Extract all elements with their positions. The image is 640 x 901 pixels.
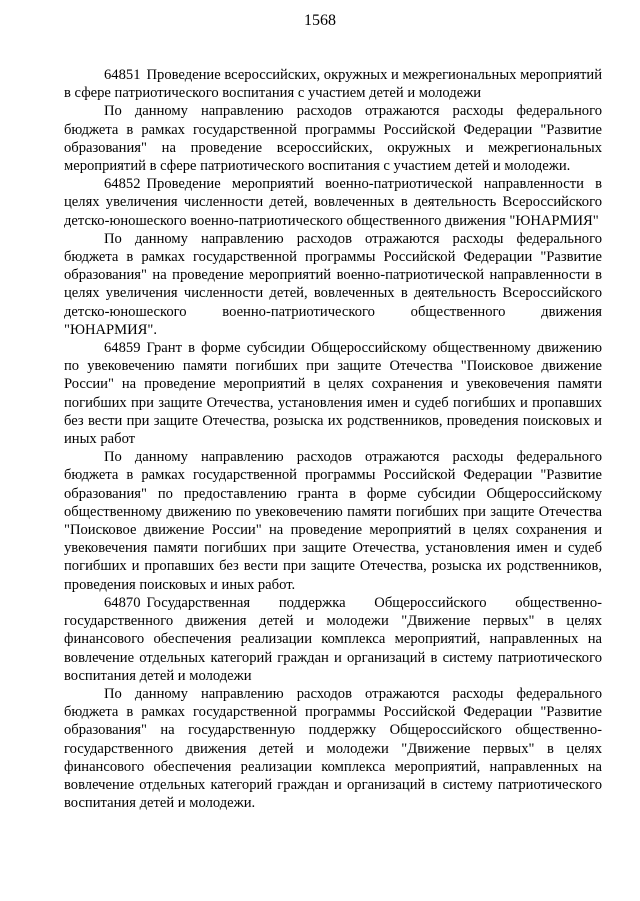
section-description: По данному направлению расходов отражаются расходы федерального бюджета в рамках государственной программы Российской Федерации "Развитие образования" на проведение всероссийских, окружных и межрегиональных мероприятий в сфере патриотического воспитания с участием детей и молодежи. — [64, 103, 602, 175]
section-heading — [64, 175, 602, 230]
section-title: Проведение всероссийских, окружных и межрегиональных мероприятий в сфере патриотического воспитания с участием детей и молодежи — [64, 67, 603, 102]
section-heading — [64, 594, 602, 685]
section-code: 64851 — [104, 67, 141, 83]
section-code: 64870 — [104, 594, 141, 611]
page-number: 1568 — [304, 12, 336, 29]
section-description: По данному направлению расходов отражаются расходы федерального бюджета в рамках государственной программы Российской Федерации "Развитие образования" на государственную поддержку Общероссийского общественно-государственного движения детей и молодежи "Движение первых" в целях финансового обеспечения реализации комплекса мероприятий, направленных на вовлечение отдельных категорий граждан и организаций в систему патриотического воспитания детей и молодежи. — [64, 685, 602, 812]
section-title: Грант в форме субсидии Общероссийскому общественному движению по увековечению памяти погибших при защите Отечества "Поисковое движение России" на проведение мероприятий в целях сохранения и увековечения памяти погибших при защите Отечества, установления имен и судеб погибших и пропавших без вести при защите Отечества, розыска их родственников, проведения поисковых и иных работ — [64, 340, 602, 448]
section-description: По данному направлению расходов отражаются расходы федерального бюджета в рамках государственной программы Российской Федерации "Развитие образования" по предоставлению гранта в форме субсидии Общероссийскому общественному движению по увековечению памяти погибших при защите Отечества "Поисковое движение России" на проведение мероприятий в целях сохранения и увековечения памяти погибших при защите Отечества, установления имен и судеб погибших и пропавших без вести при защите Отечества, розыска их родственников, проведения поисковых и иных работ. — [64, 449, 602, 593]
section-heading — [64, 339, 602, 448]
section-heading — [64, 66, 602, 102]
section-description: По данному направлению расходов отражаются расходы федерального бюджета в рамках государственной программы Российской Федерации "Развитие образования" на проведение мероприятий военно-патриотической направленности в целях увеличения численности детей, вовлеченных в деятельность Всероссийского детско-юношеского военно-патриотического общественного движения "ЮНАРМИЯ". — [64, 230, 602, 338]
section-title: Государственная поддержка Общероссийского общественно-государственного движения детей и молодежи "Движение первых" в целях финансового обеспечения реализации комплекса мероприятий, направленных на вовлечение отдельных категорий граждан и организаций в систему патриотического воспитания детей и молодежи — [64, 594, 602, 684]
section-code: 64852 — [104, 176, 141, 193]
section-title: Проведение мероприятий военно-патриотической направленности в целях увеличения численности детей, вовлеченных в деятельность Всероссийского детско-юношеского военно-патриотического общественного движения "ЮНАРМИЯ" — [64, 176, 602, 229]
section-code: 64859 — [104, 340, 141, 357]
document-body — [64, 66, 602, 812]
